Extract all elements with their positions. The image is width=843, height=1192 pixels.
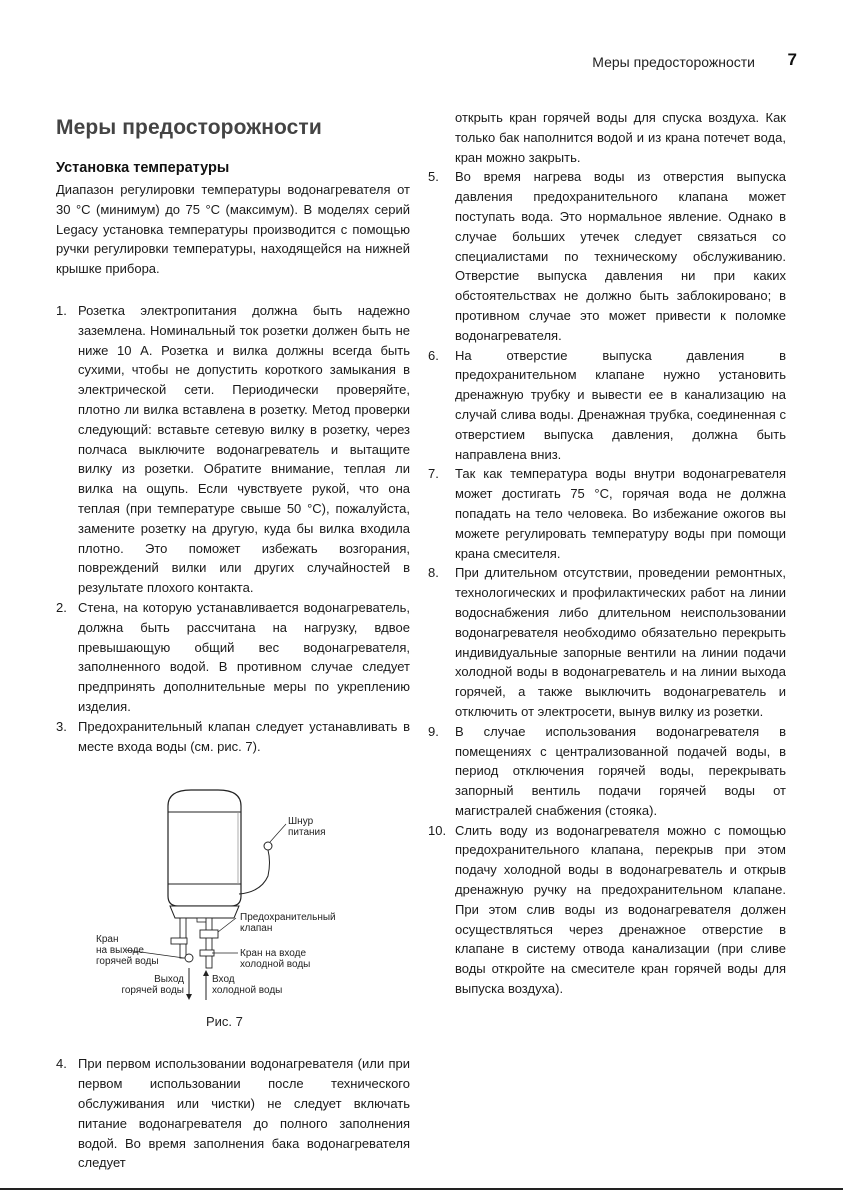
list-item-number: 1. xyxy=(56,302,67,318)
right-column xyxy=(430,108,786,999)
precautions-list-left xyxy=(56,301,410,756)
list-item-number: 4. xyxy=(56,1056,67,1072)
cold-inlet-pipe xyxy=(206,918,212,968)
hot-tap-valve xyxy=(185,954,193,962)
list-item xyxy=(430,821,786,999)
cold-in-arrow xyxy=(203,970,209,976)
label-cold-tap: Кран на входе холодной воды xyxy=(240,948,311,971)
list-item-text: Слить воду из водонагревателя можно с помощью предохранительного клапана, перекрыв при этом подачу холодной воды в водонагреватель и открыв дренажную ручку на предохранительном клапане. При этом слив воды из водонагревателя должен осуществляться через дренажное отверстие в клапане в систему отвода канализации (при сливе воды откройте на смесителе кран горячей воды для выпуска воздуха). xyxy=(455,822,786,997)
page-bottom-rule xyxy=(0,1188,843,1190)
label-safety-valve: Предохранительный клапан xyxy=(240,912,336,935)
list-item xyxy=(430,722,786,821)
list-item xyxy=(56,301,410,598)
list-item-number: 7. xyxy=(428,466,439,482)
safety-valve xyxy=(200,930,218,938)
list-item-text: Так как температура воды внутри водонагревателя может достигать 75 °С, горячая вода не должна попадать на тело человека. Во избежание ожогов вы можете регулировать температуру воды при помощи крана смесителя. xyxy=(455,466,786,561)
power-cord xyxy=(239,850,270,894)
cold-tap-valve xyxy=(200,950,214,956)
list-item-text: Предохранительный клапан следует устанавливать в месте входа воды (см. рис. 7). xyxy=(78,718,410,754)
list-item-number: 3. xyxy=(56,718,67,734)
list-item xyxy=(430,346,786,465)
intro-paragraph: Диапазон регулировки температуры водонагревателя от 30 °С (минимум) до 75 °С (максимум). В моделях серий Legacy установка температуры производится с помощью ручки регулировки температуры, находящейся на нижней крышке прибора. xyxy=(56,182,410,277)
list-item xyxy=(430,563,786,721)
hot-out-arrow xyxy=(186,994,192,1000)
list-item xyxy=(56,717,410,757)
list-item-continuation xyxy=(430,108,786,167)
list-item-text: На отверстие выпуска давления в предохранительном клапане нужно установить дренажную трубку и вывести ее в канализацию на случай слива воды. Дренажная трубка, соединенная с отверстием выпуска давления, должна быть направлена вниз. xyxy=(455,347,786,462)
list-item-number: 10. xyxy=(428,822,447,838)
running-header-title: Меры предосторожности xyxy=(592,54,755,70)
list-item-text: Стена, на которую устанавливается водонагреватель, должна быть рассчитана на нагрузку, вдвое превышающую общий вес водонагревателя, заполненного водой. В противном случае следует предпринять дополнительные меры по укреплению изделия. xyxy=(78,599,410,714)
precautions-list-right xyxy=(430,167,786,998)
list-item xyxy=(56,1054,410,1173)
list-item-number: 8. xyxy=(428,565,439,581)
tank-body xyxy=(168,790,241,906)
list-item-text: При первом использовании водонагревателя (или при первом использовании после технического обслуживания или чистки) не следует включать питание водонагревателя до полного заполнения водой. Во время заполнения бака водонагревателя следует xyxy=(78,1056,410,1171)
list-item-text: открыть кран горячей воды для спуска воздуха. Как только бак наполнится водой и из крана потечет вода, кран можно закрыть. xyxy=(455,110,786,165)
label-hot-out: Выход горячей воды xyxy=(121,974,184,997)
list-item-text: В случае использования водонагревателя в помещениях с централизованной подачей воды, в период отключения горячей воды, перекрывать запорный вентиль подачи горячей воды от магистралей снабжения (стояка). xyxy=(455,723,786,818)
left-column xyxy=(56,108,410,1173)
list-item-number: 2. xyxy=(56,599,67,615)
list-item-number: 9. xyxy=(428,723,439,739)
list-item-number: 6. xyxy=(428,347,439,363)
list-item-text: Во время нагрева воды из отверстия выпуска давления предохранительного клапана может поступать вода. Это нормальное явление. Однако в случае больших утечек следует связаться со специалистами по техническому обслуживанию. Отверстие выпуска давления ни при каких обстоятельствах не должно быть заблокировано; в противном случае это может привести к поломке водонагревателя. xyxy=(455,169,786,343)
list-item-text: Розетка электропитания должна быть надежно заземлена. Номинальный ток розетки должен быть не ниже 10 А. Розетка и вилка должны всегда быть сухими, чтобы не допустить короткого замыкания в электрической сети. Периодически проверяйте, плотно ли вилка вставлена в розетку. Метод проверки следующий: вставьте сетевую вилку в розетку, через полчаса выключите водонагреватель и вытащите вилку из розетки. Обратите внимание, теплая ли вилка на ощупь. Если чувствуете рукой, что она теплая (при температуре свыше 50 °С), пожалуйста, замените розетку на другую, куда бы вилка входила плотно. Это поможет избежать возгорания, повреждений вилки или других случайностей в результате плохого контакта. xyxy=(78,302,410,596)
page-number: 7 xyxy=(787,50,797,69)
label-cold-in: Вход холодной воды xyxy=(212,974,283,997)
list-item xyxy=(430,464,786,563)
list-item xyxy=(56,598,410,717)
power-plug xyxy=(264,842,272,850)
label-hot-tap: Кран на выходе горячей воды xyxy=(96,934,159,968)
list-item-number: 5. xyxy=(428,169,439,185)
precautions-list-left-continued xyxy=(56,1054,410,1173)
list-item-text: При длительном отсутствии, проведении ремонтных, технологических и профилактических работ на линии водоснабжения либо длительном неиспользовании водонагревателя необходимо обязательно перекрыть индивидуальные запорные вентили на линии подачи холодной воды в водонагреватель и на линии выхода горячей, а также выключить водонагреватель и отключить от электросети, вынув вилку из розетки. xyxy=(455,565,786,719)
section-subheading: Установка температуры xyxy=(56,160,230,176)
water-heater-figure xyxy=(56,772,410,1034)
tank-bottom-cap xyxy=(170,906,239,918)
page-heading: Меры предосторожности xyxy=(56,116,322,139)
label-power-cord: Шнур питания xyxy=(288,816,326,839)
figure-caption: Рис. 7 xyxy=(206,1014,243,1030)
list-item xyxy=(430,167,786,345)
